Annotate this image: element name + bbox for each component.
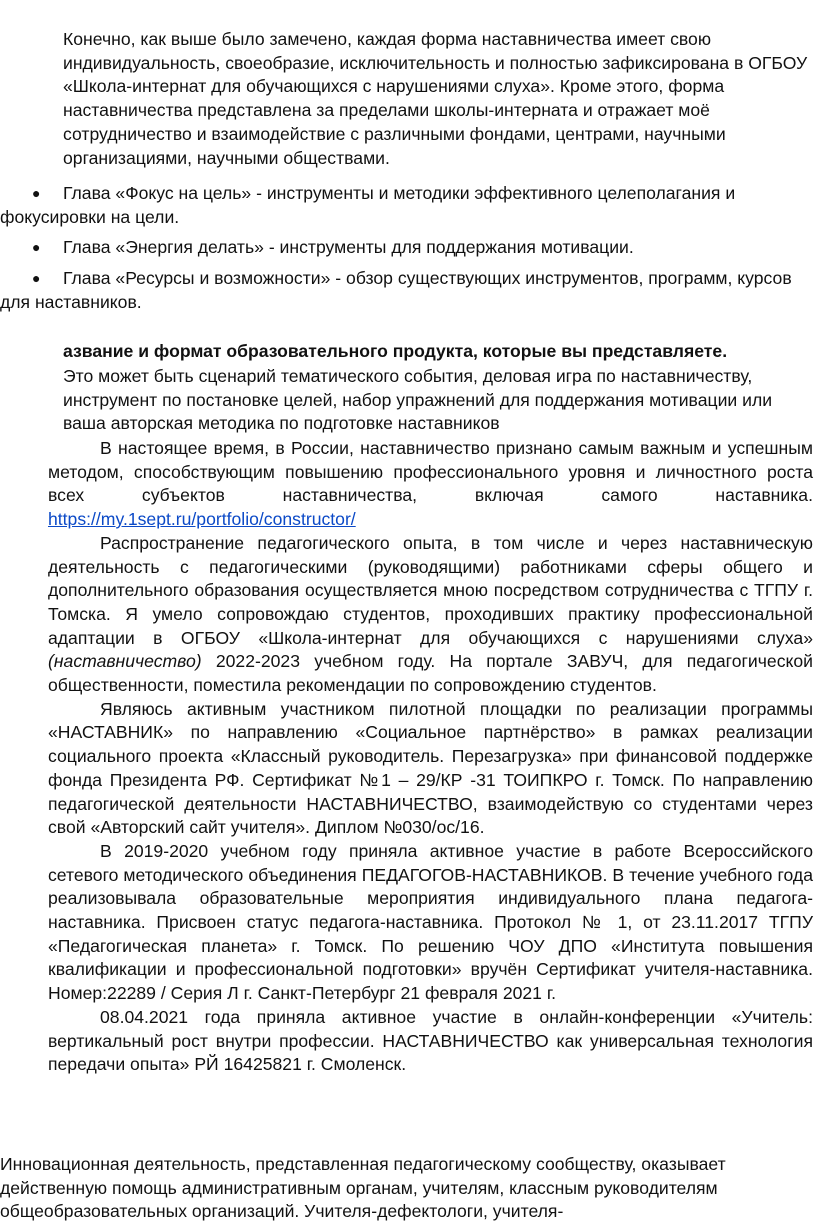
list-item-text: Глава «Фокус на цель» - инструменты и методики эффективного целеполагания и фокусировки на цели. [0,183,736,227]
section-subheading: Это может быть сценарий тематического события, деловая игра по наставничеству, инструмент по постановке целей, набор упражнений для поддержания мотивации или ваша авторская методика по подготовке наставников [63,366,773,434]
bullet-icon: ● [32,270,41,287]
bullet-icon: ● [32,239,41,256]
body-text [48,437,813,1077]
chapter-list [0,182,808,322]
paragraph-2 [48,532,813,698]
list-item [0,267,808,314]
bullet-icon: ● [32,185,41,201]
closing-paragraph: Инновационная деятельность, представленная педагогическому сообществу, оказывает действенную помощь административным органам, учителям, классным руководителям общеобразовательных организаций. Учителя-дефектологи, учителя- [0,1154,726,1222]
list-item-text: Глава «Ресурсы и возможности» - обзор существующих инструментов, программ, курсов для наставников. [0,268,792,312]
list-item [0,236,808,260]
paragraph-3: Являюсь активным участником пилотной площадки по реализации программы «НАСТАВНИК» по направлению «Социальное партнёрство» в рамках реализации социального проекта «Классный руководитель. Перезагрузка» при финансовой поддержке фонда Президента РФ. Сертификат №1 – 29/КР -31 ТОИПКРО г. Томск. По направлению педагогической деятельности НАСТАВНИЧЕСТВО, взаимодействую со студентами через свой «Авторский сайт учителя». Диплом №030/ос/16. [48,698,813,838]
list-item-text: Глава «Энергия делать» - инструменты для поддержания мотивации. [63,237,634,258]
paragraph-4: В 2019-2020 учебном году приняла активное участие в работе Всероссийского сетевого методического объединения ПЕДАГОГОВ-НАСТАВНИКОВ. В течение учебного года реализовывала образовательные мероприятия индивидуального плана педагога-наставника. Присвоен статус педагога-наставника. Протокол № 1, от 23.11.2017 ТГПУ «Педагогическая планета» г. Томск. По решению ЧОУ ДПО «Института повышения квалификации и профессиональной подготовки» вручён Сертификат учителя-наставника. Номер:22289 / Серия Л г. Санкт-Петербург 21 февраля 2021 г. [48,840,813,1004]
portfolio-link[interactable]: https://my.1sept.ru/portfolio/constructor/ [48,509,356,530]
intro-paragraph: Конечно, как выше было замечено, каждая форма наставничества имеет свою индивидуальность, своеобразие, исключительность и полностью зафиксирована в ОГБОУ «Школа-интернат для обучающихся с нарушениями слуха». Кроме этого, форма наставничества представлена за пределами школы-интерната и отражает моё сотрудничество и взаимодействие с различными фондами, центрами, научными организациями, научными обществами. [63,29,808,168]
paragraph-2-text-end: 2022-2023 учебном году. На портале ЗАВУЧ, для педагогической общественности, поместила рекомендации по сопровождению студентов. [48,651,813,696]
list-item [0,182,808,229]
paragraph-1 [48,437,813,532]
paragraph-2-italic: (наставничество) [48,651,202,672]
paragraph-2-text-start: Распространение педагогического опыта, в том числе и через наставническую деятельность с педагогическими (руководящими) работниками сферы общего и дополнительного образования осуществляется мною посредством сотрудничества с ТГПУ г. Томска. Я умело сопровождаю студентов, проходивших практику профессиональной адаптации в ОГБОУ «Школа-интернат для обучающихся с нарушениями слуха» [48,532,813,648]
section-heading: азвание и формат образовательного продукта, которые вы представляете. [63,341,728,361]
paragraph-1-text: В настоящее время, в России, наставничество признано самым важным и успешным методом, способствующим повышению профессионального уровня и личностного роста всех субъектов наставничества, включая самого наставника. [48,438,813,506]
paragraph-5: 08.04.2021 года приняла активное участие в онлайн-конференции «Учитель: вертикальный рост внутри профессии. НАСТАВНИЧЕСТВО как универсальная технология передачи опыта» РЙ 16425821 г. Смоленск. [48,1006,813,1075]
